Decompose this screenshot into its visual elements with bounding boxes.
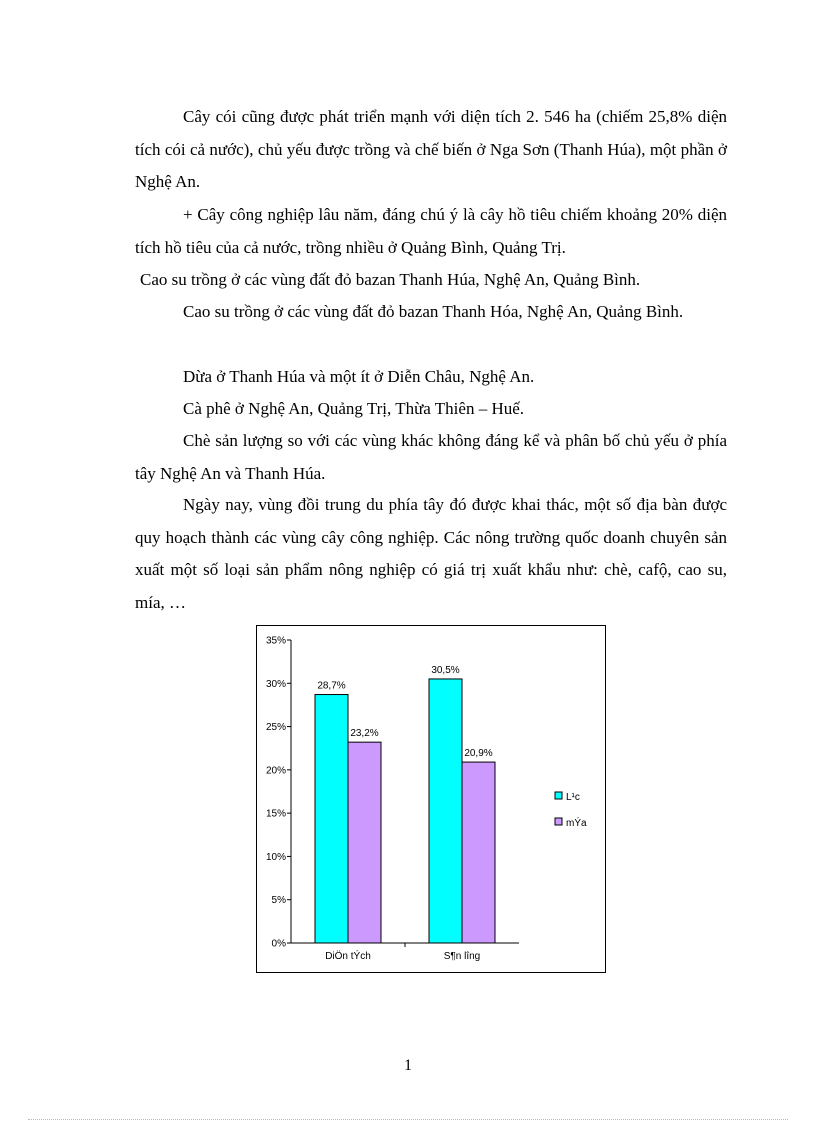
chart-canvas — [257, 626, 605, 972]
page-number: 1 — [404, 1057, 412, 1074]
paragraph-coi: Cây cói cũng được phát triển mạnh với diện tích 2. 546 ha (chiếm 25,8% diện tích cói cả nước), chủ yếu được trồng và chế biến ở Nga Sơn (Thanh Húa), một phần ở Nghệ An. — [135, 107, 727, 191]
y-tick-label: 5% — [271, 895, 286, 907]
paragraph-cao-su-1: Cao su trồng ở các vùng đất đỏ bazan Thanh Húa, Nghệ An, Quảng Bình. — [140, 270, 641, 289]
paragraph-che: Chè sản lượng so với các vùng khác không đáng kể và phân bố chủ yếu ở phía tây Nghệ An và Thanh Húa. — [135, 431, 727, 483]
y-tick-label: 30% — [265, 678, 286, 690]
paragraph-dua: Dừa ở Thanh Húa và một ít ở Diễn Châu, Nghệ An. — [183, 367, 535, 386]
data-label: 20,9% — [464, 748, 493, 760]
paragraph-cao-su-2: Cao su trồng ở các vùng đất đỏ bazan Thanh Hóa, Nghệ An, Quảng Bình. — [183, 302, 684, 321]
bar-chart — [256, 625, 606, 973]
y-tick-label: 0% — [271, 938, 286, 950]
x-tick-label: DiÖn tÝch — [325, 951, 371, 962]
y-tick-label: 20% — [265, 765, 286, 777]
legend-swatch — [555, 818, 562, 825]
y-tick-label: 25% — [265, 722, 286, 734]
page-bottom-rule — [28, 1119, 788, 1120]
bar — [429, 679, 462, 943]
legend-label: L¹c — [566, 792, 580, 803]
y-tick-label: 15% — [265, 808, 286, 820]
bar — [462, 762, 495, 943]
data-label: 30,5% — [431, 664, 460, 676]
bar — [315, 695, 348, 943]
bar — [348, 742, 381, 943]
data-label: 23,2% — [350, 728, 379, 740]
paragraph-ngay-nay: Ngày nay, vùng đồi trung du phía tây đó được khai thác, một số địa bàn được quy hoạch thành các vùng cây công nghiệp. Các nông trường quốc doanh chuyên sản xuất một số loại sản phẩm nông nghiệp có giá trị xuất khẩu như: chè, cafộ, cao su, mía, … — [135, 495, 727, 612]
y-tick-label: 10% — [265, 851, 286, 863]
paragraph-ca-phe: Cà phê ở Nghệ An, Quảng Trị, Thừa Thiên – Huế. — [183, 399, 525, 418]
paragraph-ho-tieu: + Cây công nghiệp lâu năm, đáng chú ý là cây hồ tiêu chiếm khoảng 20% diện tích hồ tiêu của cả nước, trồng nhiều ở Quảng Bình, Quảng Trị. — [135, 205, 727, 257]
y-tick-label: 35% — [265, 635, 286, 647]
legend-swatch — [555, 792, 562, 799]
legend-label: mÝa — [566, 818, 587, 829]
x-tick-label: S¶n lîng — [443, 951, 481, 962]
data-label: 28,7% — [317, 680, 346, 692]
